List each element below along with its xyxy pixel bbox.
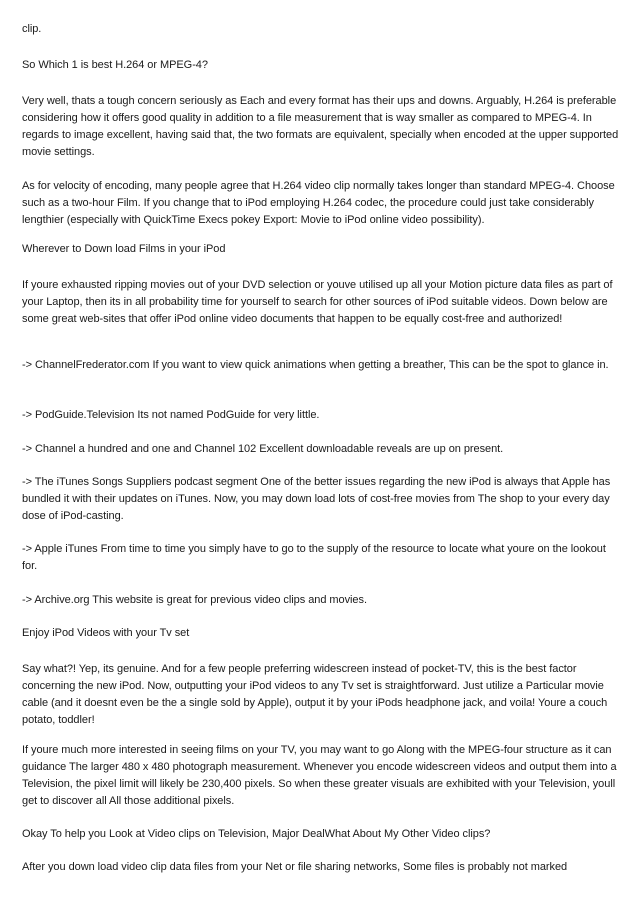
list-item: -> PodGuide.Television Its not named PodGuide for very little. [22,409,320,421]
paragraph: After you down load video clip data files from your Net or file sharing networks, Some files is probably not marked [22,861,568,873]
paragraph: As for velocity of encoding, many people agree that H.264 video clip normally takes longer than standard MPEG-4. Choose such as a two-hour Film. If you change that to iPod employing H.264 codec, the procedure could just take considerably lengthier (especially with QuickTime Execs pokey Export: Movie to iPod online video possibility). [22,180,615,226]
section-heading: Okay To help you Look at Video clips on Television, Major DealWhat About My Other Video clips? [22,828,491,840]
list-item: -> ChannelFrederator.com If you want to view quick animations when getting a breather, This can be the spot to glance in. [22,359,609,371]
section-heading: Wherever to Down load Films in your iPod [22,243,226,255]
section-heading: So Which 1 is best H.264 or MPEG-4? [22,59,208,71]
list-item: -> Apple iTunes From time to time you simply have to go to the supply of the resource to locate what youre on the lookout for. [22,543,606,572]
paragraph: Very well, thats a tough concern seriously as Each and every format has their ups and downs. Arguably, H.264 is preferable considering how it offers good quality in addition to a file measurement that is way smaller as compared to MPEG-4. In regards to image excellent, having said that, the two formats are equivalent, specially when encoded at the upper supported movie settings. [22,95,619,158]
list-item: -> The iTunes Songs Suppliers podcast segment One of the better issues regarding the new iPod is always that Apple has bundled it with their updates on iTunes. Now, you may down load lots of cost-free movies from The shop to your every day dose of iPod-casting. [22,476,611,522]
list-item: -> Archive.org This website is great for previous video clips and movies. [22,594,367,606]
paragraph: clip. [22,23,42,35]
section-heading: Enjoy iPod Videos with your Tv set [22,627,190,639]
paragraph: If youre much more interested in seeing films on your TV, you may want to go Along with the MPEG-four structure as it can guidance The larger 480 x 480 photograph measurement. Whenever you encode widescreen videos and output them into a Television, the pixel limit will likely be 230,400 pixels. So when these greater visuals are exhibited with your Television, youll get to discover all All those additional pixels. [22,744,617,807]
list-item: -> Channel a hundred and one and Channel 102 Excellent downloadable reveals are up on present. [22,443,504,455]
paragraph: Say what?! Yep, its genuine. And for a few people preferring widescreen instead of pocket-TV, this is the best factor concerning the new iPod. Now, outputting your iPod videos to any Tv set is straightforward. Just utilize a Particular movie cable (and it doesnt even be the a single sold by Apple), output it by your iPods headphone jack, and voila! Youre a couch potato, toddler! [22,663,608,726]
paragraph: If youre exhausted ripping movies out of your DVD selection or youve utilised up all your Motion picture data files as part of your Laptop, then its in all probability time for yourself to search for other sources of iPod suitable videos. Down below are some great web-sites that offer iPod online video documents that happen to be equally cost-free and authorized! [22,279,613,325]
